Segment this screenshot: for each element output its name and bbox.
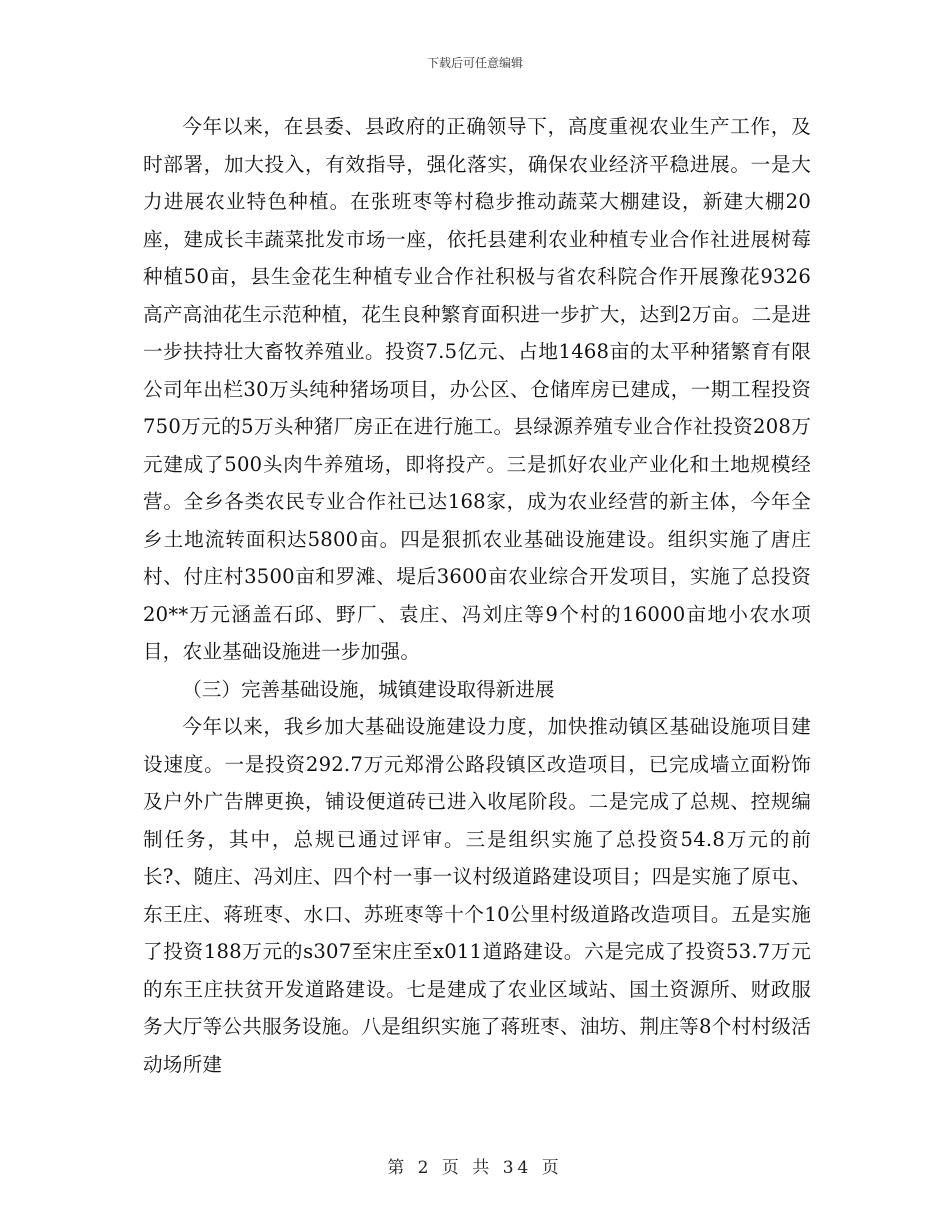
section-heading-infrastructure: （三）完善基础设施，城镇建设取得新进展 [182,677,555,701]
document-body [143,108,811,1083]
page-number-footer: 第 2 页 共 34 页 [387,1158,563,1178]
paragraph-agriculture: 今年以来，在县委、县政府的正确领导下，高度重视农业生产工作，及时部署，加大投入，有效指导，强化落实，确保农业经济平稳进展。一是大力进展农业特色种植。在张班枣等村稳步推动蔬菜大棚建设，新建大棚20座，建成长丰蔬菜批发市场一座，依托县建利农业种植专业合作社进展树莓种植50亩，县生金花生种植专业合作社积极与省农科院合作开展豫花9326高产高油花生示范种植，花生良种繁育面积进一步扩大，达到2万亩。二是进一步扶持壮大畜牧养殖业。投资7.5亿元、占地1468亩的太平种猪繁育有限公司年出栏30万头纯种猪场项目，办公区、仓储库房已建成，一期工程投资750万元的5万头种猪厂房正在进行施工。县绿源养殖专业合作社投资208万元建成了500头肉牛养殖场，即将投产。三是抓好农业产业化和土地规模经营。全乡各类农民专业合作社已达168家，成为农业经营的新主体，今年全乡土地流转面积达5800亩。四是狠抓农业基础设施建设。组织实施了唐庄村、付庄村3500亩和罗滩、堤后3600亩农业综合开发项目，实施了总投资20**万元涵盖石邱、野厂、袁庄、冯刘庄等9个村的16000亩地小农水项目，农业基础设施进一步加强。 [143,115,811,663]
page-header-note: 下载后可任意编辑 [426,56,523,70]
paragraph-infrastructure: 今年以来，我乡加大基础设施建设力度，加快推动镇区基础设施项目建设速度。一是投资292.7万元郑滑公路段镇区改造项目，已完成墙立面粉饰及户外广告牌更换，铺设便道砖已进入收尾阶段。二是完成了总规、控规编制任务，其中，总规已通过评审。三是组织实施了总投资54.8万元的前长?、随庄、冯刘庄、四个村一事一议村级道路建设项目；四是实施了原屯、东王庄、蒋班枣、水口、苏班枣等十个10公里村级道路改造项目。五是实施了投资188万元的s307至宋庄至x011道路建设。六是完成了投资53.7万元的东王庄扶贫开发道路建设。七是建成了农业区域站、国土资源所、财政服务大厅等公共服务设施。八是组织实施了蒋班枣、油坊、荆庄等8个村村级活动场所建 [143,715,811,1076]
